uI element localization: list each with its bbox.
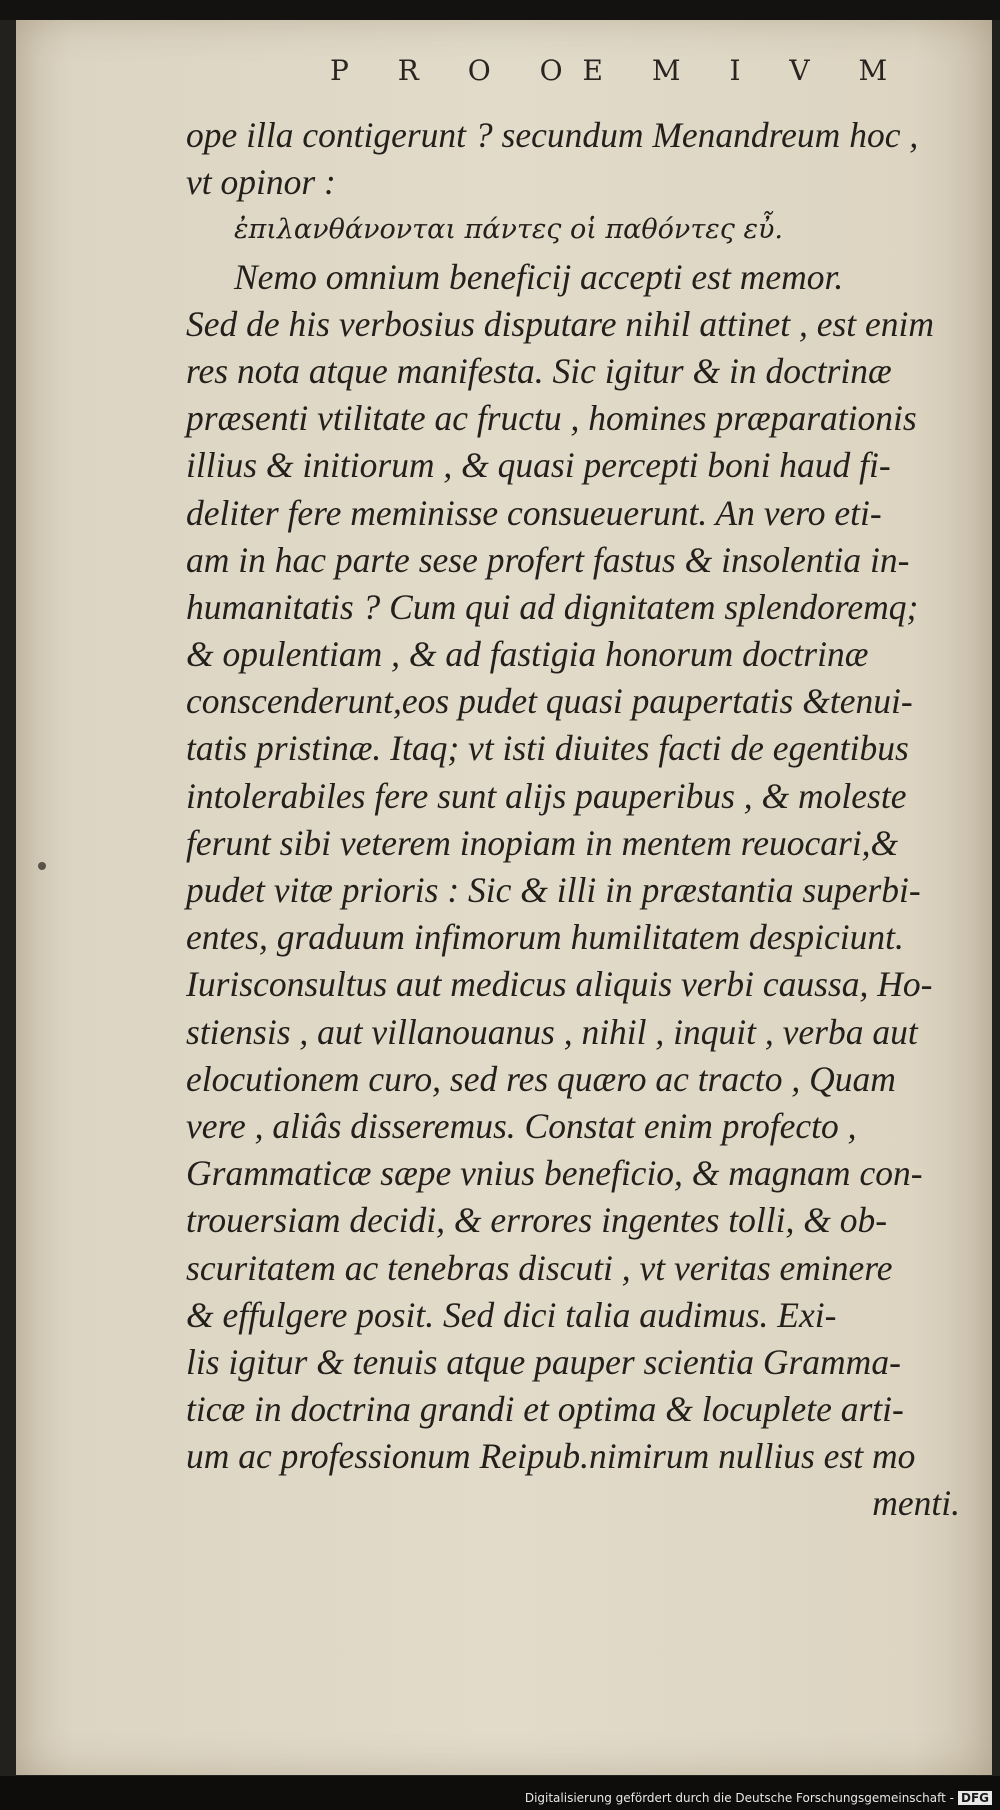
text-line: præsenti vtilitate ac fructu , homines præparationis (186, 398, 917, 439)
text-line: conscenderunt,eos pudet quasi paupertatis &tenui- (186, 681, 913, 722)
credit-text: Digitalisierung gefördert durch die Deutsche Forschungsgemeinschaft - (524, 1791, 954, 1805)
digitization-credit (525, 1791, 992, 1805)
text-line: scuritatem ac tenebras discuti , vt veritas eminere (186, 1247, 893, 1288)
text-line: Grammaticæ sæpe vnius beneficio, & magnam con- (186, 1153, 923, 1194)
text-line: lis igitur & tenuis atque pauper scientia Gramma- (186, 1341, 901, 1382)
text-line: am in hac parte sese profert fastus & insolentia in- (186, 539, 910, 580)
text-line: pudet vitæ prioris : Sic & illi in præstantia superbi- (186, 870, 921, 910)
text-line: tatis pristinæ. Itaq; vt isti diuites facti de egentibus (186, 728, 909, 769)
text-line: res nota atque manifesta. Sic igitur & in doctrinæ (186, 350, 892, 391)
text-line: entes, graduum infimorum humilitatem despiciunt. (186, 917, 904, 958)
page-body (186, 112, 966, 1528)
text-line: Nemo omnium beneficij accepti est memor. (234, 256, 844, 297)
text-line: trouersiam decidi, & errores ingentes tolli, & ob- (186, 1200, 888, 1241)
text-line: illius & initiorum , & quasi percepti boni haud fi- (186, 445, 891, 486)
text-line: & opulentiam , & ad fastigia honorum doctrinæ (186, 634, 869, 675)
paper-speck (38, 862, 46, 870)
catchword-line: menti. (872, 1483, 960, 1524)
text-line: ope illa contigerunt ? secundum Menandreum hoc , (186, 115, 919, 155)
scan-top-edge (0, 0, 1000, 20)
text-line: ferunt sibi veterem inopiam in mentem reuocari,& (186, 822, 899, 863)
greek-quotation: ἐπιλανθάνονται πάντες οἱ παθόντες εὖ. (234, 214, 783, 246)
text-line: Sed de his verbosius disputare nihil attinet , est enim (186, 303, 935, 344)
text-line: & effulgere posit. Sed dici talia audimus. Exi- (186, 1294, 837, 1335)
text-line: Iurisconsultus aut medicus aliquis verbi caussa, Ho- (186, 964, 933, 1005)
text-line: deliter fere meminisse consueuerunt. An vero eti- (186, 492, 882, 533)
text-line: ticæ in doctrina grandi et optima & locuplete arti- (186, 1389, 904, 1430)
text-line: humanitatis ? Cum qui ad dignitatem splendoremq; (186, 586, 919, 627)
text-line: vere , aliâs disseremus. Constat enim profecto , (186, 1105, 857, 1146)
running-head: P R O OE M I V M (330, 54, 908, 87)
dfg-logo: DFG (958, 1791, 992, 1805)
text-line: vt opinor : (186, 162, 336, 203)
text-line: stiensis , aut villanouanus , nihil , inquit , verba aut (186, 1011, 918, 1052)
text-line: intolerabiles fere sunt alijs pauperibus , & moleste (186, 775, 907, 816)
text-line: um ac professionum Reipub.nimirum nullius est mo (186, 1436, 916, 1477)
text-line: elocutionem curo, sed res quæro ac tracto , Quam (186, 1058, 896, 1099)
